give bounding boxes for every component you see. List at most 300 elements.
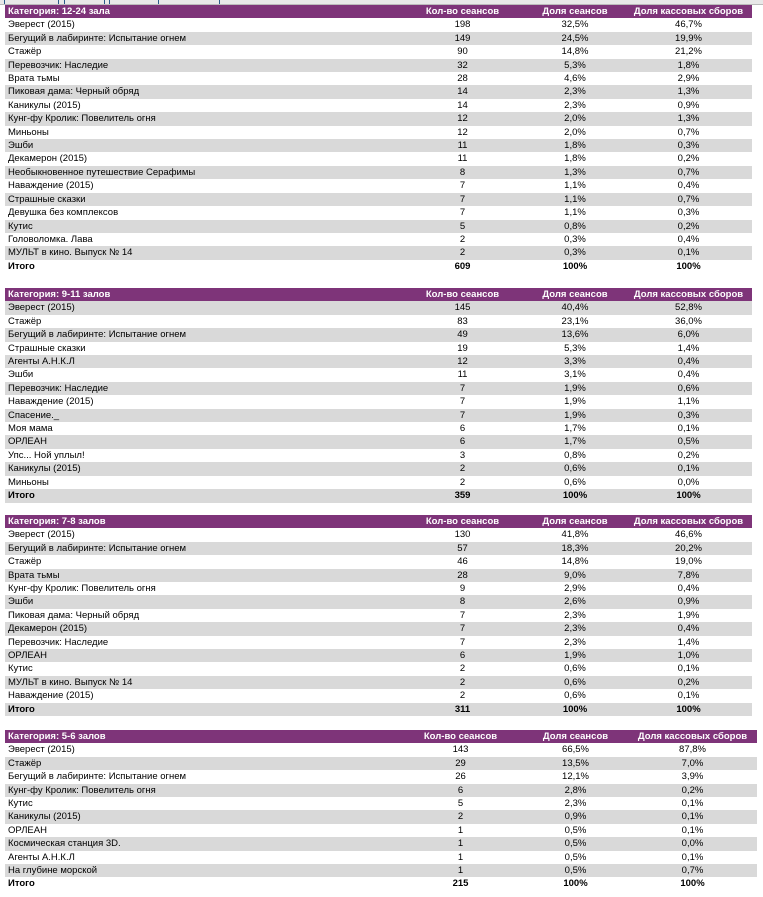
film-title-cell: Моя мама — [5, 422, 400, 435]
boxoffice-share-cell: 0,1% — [628, 810, 757, 823]
film-title-cell: ОРЛЕАН — [5, 649, 400, 662]
column-divider — [104, 0, 105, 4]
table-row — [5, 476, 752, 489]
boxoffice-share-cell: 0,3% — [625, 139, 752, 152]
session-count-cell: 5 — [400, 220, 525, 233]
session-share-cell: 0,6% — [525, 689, 625, 702]
film-title-cell: Декамерон (2015) — [5, 622, 400, 635]
boxoffice-share-cell: 100% — [625, 260, 752, 273]
session-share-cell: 2,3% — [525, 85, 625, 98]
category-table-12-24 — [5, 5, 752, 273]
boxoffice-share-cell: 0,9% — [625, 99, 752, 112]
total-row — [5, 489, 752, 502]
session-share-cell: 2,3% — [525, 636, 625, 649]
table-row — [5, 220, 752, 233]
column-header-session-share: Доля сеансов — [523, 730, 628, 743]
session-share-cell: 4,6% — [525, 72, 625, 85]
column-header-count: Кол-во сеансов — [398, 730, 523, 743]
session-share-cell: 0,3% — [525, 233, 625, 246]
boxoffice-share-cell: 0,1% — [628, 824, 757, 837]
table-header-row — [5, 515, 752, 528]
film-title-cell: Перевозчик: Наследие — [5, 382, 400, 395]
category-title: Категория: 9-11 залов — [5, 288, 400, 301]
boxoffice-share-cell: 52,8% — [625, 301, 752, 314]
table-row — [5, 382, 752, 395]
boxoffice-share-cell: 1,1% — [625, 395, 752, 408]
table-row — [5, 99, 752, 112]
film-title-cell: Эверест (2015) — [5, 743, 398, 756]
film-title-cell: Девушка без комплексов — [5, 206, 400, 219]
session-count-cell: 7 — [400, 622, 525, 635]
column-header-boxoffice-share: Доля кассовых сборов — [625, 515, 752, 528]
boxoffice-share-cell: 7,8% — [625, 569, 752, 582]
boxoffice-share-cell: 1,9% — [625, 609, 752, 622]
session-count-cell: 32 — [400, 59, 525, 72]
table-row — [5, 328, 752, 341]
column-divider — [219, 0, 220, 4]
session-count-cell: 7 — [400, 382, 525, 395]
session-count-cell: 1 — [398, 864, 523, 877]
boxoffice-share-cell: 0,7% — [625, 193, 752, 206]
film-title-cell: Пиковая дама: Черный обряд — [5, 85, 400, 98]
film-title-cell: Упс... Ной уплыл! — [5, 449, 400, 462]
film-title-cell: Бегущий в лабиринте: Испытание огнем — [5, 542, 400, 555]
total-row — [5, 877, 757, 890]
film-title-cell: Стажёр — [5, 45, 400, 58]
table-row — [5, 301, 752, 314]
boxoffice-share-cell: 46,6% — [625, 528, 752, 541]
session-share-cell: 0,5% — [523, 837, 628, 850]
session-share-cell: 1,9% — [525, 409, 625, 422]
film-title-cell: Кунг-фу Кролик: Повелитель огня — [5, 784, 398, 797]
session-count-cell: 215 — [398, 877, 523, 890]
session-share-cell: 0,9% — [523, 810, 628, 823]
session-count-cell: 28 — [400, 569, 525, 582]
film-title-cell: Итого — [5, 877, 398, 890]
session-share-cell: 18,3% — [525, 542, 625, 555]
session-share-cell: 2,8% — [523, 784, 628, 797]
film-title-cell: Бегущий в лабиринте: Испытание огнем — [5, 770, 398, 783]
session-share-cell: 0,6% — [525, 476, 625, 489]
session-count-cell: 7 — [400, 609, 525, 622]
session-count-cell: 143 — [398, 743, 523, 756]
session-share-cell: 1,8% — [525, 152, 625, 165]
table-row — [5, 851, 757, 864]
session-count-cell: 1 — [398, 824, 523, 837]
session-count-cell: 12 — [400, 355, 525, 368]
session-count-cell: 2 — [400, 233, 525, 246]
film-title-cell: Миньоны — [5, 126, 400, 139]
table-row — [5, 45, 752, 58]
table-row — [5, 342, 752, 355]
table-row — [5, 542, 752, 555]
column-header-session-share: Доля сеансов — [525, 288, 625, 301]
table-row — [5, 166, 752, 179]
boxoffice-share-cell: 0,1% — [625, 246, 752, 259]
boxoffice-share-cell: 0,1% — [625, 422, 752, 435]
session-share-cell: 0,5% — [523, 851, 628, 864]
film-title-cell: Эверест (2015) — [5, 528, 400, 541]
boxoffice-share-cell: 19,0% — [625, 555, 752, 568]
session-count-cell: 19 — [400, 342, 525, 355]
table-body — [5, 301, 752, 502]
boxoffice-share-cell: 0,2% — [625, 449, 752, 462]
table-row — [5, 569, 752, 582]
boxoffice-share-cell: 1,4% — [625, 342, 752, 355]
boxoffice-share-cell: 20,2% — [625, 542, 752, 555]
session-share-cell: 0,5% — [523, 824, 628, 837]
table-row — [5, 18, 752, 31]
table-row — [5, 555, 752, 568]
boxoffice-share-cell: 0,5% — [625, 435, 752, 448]
table-row — [5, 662, 752, 675]
film-title-cell: Наваждение (2015) — [5, 689, 400, 702]
table-row — [5, 315, 752, 328]
film-title-cell: Агенты А.Н.К.Л — [5, 851, 398, 864]
film-title-cell: Врата тьмы — [5, 569, 400, 582]
session-count-cell: 7 — [400, 193, 525, 206]
session-count-cell: 609 — [400, 260, 525, 273]
film-title-cell: Бегущий в лабиринте: Испытание огнем — [5, 32, 400, 45]
film-title-cell: Кутис — [5, 797, 398, 810]
boxoffice-share-cell: 0,4% — [625, 582, 752, 595]
film-title-cell: Миньоны — [5, 476, 400, 489]
table-row — [5, 355, 752, 368]
session-count-cell: 7 — [400, 636, 525, 649]
table-row — [5, 126, 752, 139]
film-title-cell: Эшби — [5, 368, 400, 381]
table-row — [5, 395, 752, 408]
session-count-cell: 7 — [400, 179, 525, 192]
category-title: Категория: 12-24 зала — [5, 5, 400, 18]
film-title-cell: Пиковая дама: Черный обряд — [5, 609, 400, 622]
session-share-cell: 13,6% — [525, 328, 625, 341]
boxoffice-share-cell: 0,1% — [628, 851, 757, 864]
session-count-cell: 8 — [400, 166, 525, 179]
table-row — [5, 595, 752, 608]
session-count-cell: 1 — [398, 851, 523, 864]
film-title-cell: Итого — [5, 703, 400, 716]
table-row — [5, 409, 752, 422]
boxoffice-share-cell: 87,8% — [628, 743, 757, 756]
film-title-cell: На глубине морской — [5, 864, 398, 877]
column-divider — [64, 0, 65, 4]
film-title-cell: Агенты А.Н.К.Л — [5, 355, 400, 368]
film-title-cell: Итого — [5, 489, 400, 502]
session-share-cell: 5,3% — [525, 342, 625, 355]
session-share-cell: 0,8% — [525, 220, 625, 233]
table-row — [5, 622, 752, 635]
session-count-cell: 6 — [400, 422, 525, 435]
session-count-cell: 6 — [400, 435, 525, 448]
film-title-cell: Декамерон (2015) — [5, 152, 400, 165]
film-title-cell: Каникулы (2015) — [5, 462, 400, 475]
session-share-cell: 1,9% — [525, 395, 625, 408]
boxoffice-share-cell: 0,4% — [625, 622, 752, 635]
session-count-cell: 11 — [400, 139, 525, 152]
column-header-session-share: Доля сеансов — [525, 515, 625, 528]
column-header-session-share: Доля сеансов — [525, 5, 625, 18]
session-count-cell: 8 — [400, 595, 525, 608]
table-row — [5, 32, 752, 45]
film-title-cell: Эверест (2015) — [5, 301, 400, 314]
session-count-cell: 29 — [398, 757, 523, 770]
boxoffice-share-cell: 0,2% — [628, 784, 757, 797]
table-row — [5, 152, 752, 165]
film-title-cell: Стажёр — [5, 315, 400, 328]
film-title-cell: Необыкновенное путешествие Серафимы — [5, 166, 400, 179]
session-share-cell: 100% — [523, 877, 628, 890]
film-title-cell: МУЛЬТ в кино. Выпуск № 14 — [5, 676, 400, 689]
boxoffice-share-cell: 1,3% — [625, 112, 752, 125]
boxoffice-share-cell: 0,7% — [625, 166, 752, 179]
table-body — [5, 743, 757, 890]
film-title-cell: Кутис — [5, 220, 400, 233]
film-title-cell: Спасение._ — [5, 409, 400, 422]
session-count-cell: 14 — [400, 99, 525, 112]
boxoffice-share-cell: 36,0% — [625, 315, 752, 328]
column-divider — [4, 0, 5, 4]
column-header-boxoffice-share: Доля кассовых сборов — [625, 288, 752, 301]
table-row — [5, 649, 752, 662]
boxoffice-share-cell: 46,7% — [625, 18, 752, 31]
session-count-cell: 145 — [400, 301, 525, 314]
film-title-cell: Стажёр — [5, 555, 400, 568]
session-count-cell: 49 — [400, 328, 525, 341]
session-share-cell: 13,5% — [523, 757, 628, 770]
film-title-cell: Бегущий в лабиринте: Испытание огнем — [5, 328, 400, 341]
session-share-cell: 0,3% — [525, 246, 625, 259]
boxoffice-share-cell: 0,4% — [625, 355, 752, 368]
table-row — [5, 112, 752, 125]
session-count-cell: 90 — [400, 45, 525, 58]
category-table-9-11 — [5, 288, 752, 503]
table-row — [5, 837, 757, 850]
session-count-cell: 7 — [400, 395, 525, 408]
table-row — [5, 368, 752, 381]
table-row — [5, 676, 752, 689]
film-title-cell: Врата тьмы — [5, 72, 400, 85]
session-share-cell: 14,8% — [525, 45, 625, 58]
film-title-cell: Эшби — [5, 595, 400, 608]
session-share-cell: 12,1% — [523, 770, 628, 783]
table-row — [5, 85, 752, 98]
session-share-cell: 100% — [525, 260, 625, 273]
boxoffice-share-cell: 0,6% — [625, 382, 752, 395]
session-share-cell: 1,7% — [525, 422, 625, 435]
column-header-boxoffice-share: Доля кассовых сборов — [625, 5, 752, 18]
boxoffice-share-cell: 100% — [628, 877, 757, 890]
session-count-cell: 198 — [400, 18, 525, 31]
table-row — [5, 770, 757, 783]
boxoffice-share-cell: 0,2% — [625, 220, 752, 233]
film-title-cell: Страшные сказки — [5, 342, 400, 355]
film-title-cell: Эшби — [5, 139, 400, 152]
film-title-cell: Каникулы (2015) — [5, 99, 400, 112]
session-count-cell: 11 — [400, 152, 525, 165]
session-count-cell: 2 — [400, 676, 525, 689]
column-header-count: Кол-во сеансов — [400, 5, 525, 18]
table-header-row — [5, 5, 752, 18]
session-count-cell: 57 — [400, 542, 525, 555]
session-share-cell: 32,5% — [525, 18, 625, 31]
table-header-row — [5, 730, 757, 743]
table-row — [5, 784, 757, 797]
session-count-cell: 9 — [400, 582, 525, 595]
session-share-cell: 2,0% — [525, 126, 625, 139]
boxoffice-share-cell: 0,2% — [625, 676, 752, 689]
film-title-cell: Эверест (2015) — [5, 18, 400, 31]
table-row — [5, 462, 752, 475]
table-row — [5, 193, 752, 206]
session-share-cell: 1,1% — [525, 179, 625, 192]
session-share-cell: 100% — [525, 489, 625, 502]
category-table-7-8 — [5, 515, 752, 716]
table-row — [5, 246, 752, 259]
session-count-cell: 12 — [400, 126, 525, 139]
session-share-cell: 0,8% — [525, 449, 625, 462]
film-title-cell: Кутис — [5, 662, 400, 675]
boxoffice-share-cell: 0,0% — [628, 837, 757, 850]
film-title-cell: Космическая станция 3D. — [5, 837, 398, 850]
boxoffice-share-cell: 0,1% — [625, 662, 752, 675]
session-share-cell: 2,3% — [525, 99, 625, 112]
session-count-cell: 2 — [400, 689, 525, 702]
table-row — [5, 59, 752, 72]
session-count-cell: 2 — [400, 662, 525, 675]
session-share-cell: 1,8% — [525, 139, 625, 152]
boxoffice-share-cell: 1,4% — [625, 636, 752, 649]
column-divider — [158, 0, 159, 4]
film-title-cell: ОРЛЕАН — [5, 435, 400, 448]
table-row — [5, 757, 757, 770]
table-row — [5, 139, 752, 152]
total-row — [5, 703, 752, 716]
film-title-cell: Каникулы (2015) — [5, 810, 398, 823]
session-count-cell: 28 — [400, 72, 525, 85]
session-share-cell: 1,1% — [525, 193, 625, 206]
session-count-cell: 130 — [400, 528, 525, 541]
film-title-cell: Страшные сказки — [5, 193, 400, 206]
table-row — [5, 422, 752, 435]
boxoffice-share-cell: 0,9% — [625, 595, 752, 608]
session-share-cell: 2,9% — [525, 582, 625, 595]
table-row — [5, 435, 752, 448]
session-count-cell: 7 — [400, 206, 525, 219]
session-count-cell: 7 — [400, 409, 525, 422]
boxoffice-share-cell: 7,0% — [628, 757, 757, 770]
table-row — [5, 449, 752, 462]
film-title-cell: Головоломка. Лава — [5, 233, 400, 246]
session-share-cell: 0,5% — [523, 864, 628, 877]
boxoffice-share-cell: 0,1% — [625, 462, 752, 475]
session-count-cell: 6 — [400, 649, 525, 662]
session-count-cell: 11 — [400, 368, 525, 381]
boxoffice-share-cell: 0,1% — [628, 797, 757, 810]
session-count-cell: 359 — [400, 489, 525, 502]
table-header-row — [5, 288, 752, 301]
session-share-cell: 24,5% — [525, 32, 625, 45]
session-share-cell: 2,3% — [525, 609, 625, 622]
session-count-cell: 2 — [400, 246, 525, 259]
boxoffice-share-cell: 0,2% — [625, 152, 752, 165]
boxoffice-share-cell: 19,9% — [625, 32, 752, 45]
session-count-cell: 2 — [398, 810, 523, 823]
session-count-cell: 6 — [398, 784, 523, 797]
table-row — [5, 636, 752, 649]
session-share-cell: 66,5% — [523, 743, 628, 756]
session-share-cell: 5,3% — [525, 59, 625, 72]
session-share-cell: 14,8% — [525, 555, 625, 568]
table-row — [5, 233, 752, 246]
session-share-cell: 2,6% — [525, 595, 625, 608]
film-title-cell: Итого — [5, 260, 400, 273]
session-share-cell: 1,1% — [525, 206, 625, 219]
film-title-cell: Перевозчик: Наследие — [5, 636, 400, 649]
table-body — [5, 528, 752, 716]
category-title: Категория: 5-6 залов — [5, 730, 398, 743]
film-title-cell: ОРЛЕАН — [5, 824, 398, 837]
session-share-cell: 0,6% — [525, 676, 625, 689]
session-share-cell: 3,3% — [525, 355, 625, 368]
session-count-cell: 26 — [398, 770, 523, 783]
session-share-cell: 40,4% — [525, 301, 625, 314]
session-share-cell: 1,9% — [525, 649, 625, 662]
film-title-cell: Стажёр — [5, 757, 398, 770]
session-count-cell: 83 — [400, 315, 525, 328]
table-row — [5, 864, 757, 877]
session-count-cell: 5 — [398, 797, 523, 810]
session-count-cell: 149 — [400, 32, 525, 45]
boxoffice-share-cell: 0,0% — [625, 476, 752, 489]
boxoffice-share-cell: 3,9% — [628, 770, 757, 783]
session-share-cell: 2,3% — [525, 622, 625, 635]
column-divider — [58, 0, 59, 4]
table-row — [5, 72, 752, 85]
session-share-cell: 9,0% — [525, 569, 625, 582]
session-share-cell: 2,3% — [523, 797, 628, 810]
session-share-cell: 1,3% — [525, 166, 625, 179]
session-share-cell: 0,6% — [525, 662, 625, 675]
table-row — [5, 743, 757, 756]
session-count-cell: 1 — [398, 837, 523, 850]
session-share-cell: 41,8% — [525, 528, 625, 541]
film-title-cell: Перевозчик: Наследие — [5, 59, 400, 72]
table-row — [5, 609, 752, 622]
column-divider — [109, 0, 110, 4]
session-count-cell: 14 — [400, 85, 525, 98]
boxoffice-share-cell: 6,0% — [625, 328, 752, 341]
session-count-cell: 3 — [400, 449, 525, 462]
film-title-cell: Наваждение (2015) — [5, 179, 400, 192]
session-share-cell: 1,7% — [525, 435, 625, 448]
boxoffice-share-cell: 0,7% — [625, 126, 752, 139]
film-title-cell: МУЛЬТ в кино. Выпуск № 14 — [5, 246, 400, 259]
session-share-cell: 3,1% — [525, 368, 625, 381]
category-table-5-6 — [5, 730, 757, 891]
boxoffice-share-cell: 0,4% — [625, 368, 752, 381]
table-row — [5, 810, 757, 823]
table-row — [5, 797, 757, 810]
column-header-boxoffice-share: Доля кассовых сборов — [628, 730, 757, 743]
boxoffice-share-cell: 100% — [625, 703, 752, 716]
boxoffice-share-cell: 0,7% — [628, 864, 757, 877]
session-share-cell: 23,1% — [525, 315, 625, 328]
boxoffice-share-cell: 0,1% — [625, 689, 752, 702]
table-row — [5, 824, 757, 837]
table-row — [5, 528, 752, 541]
column-header-count: Кол-во сеансов — [400, 515, 525, 528]
